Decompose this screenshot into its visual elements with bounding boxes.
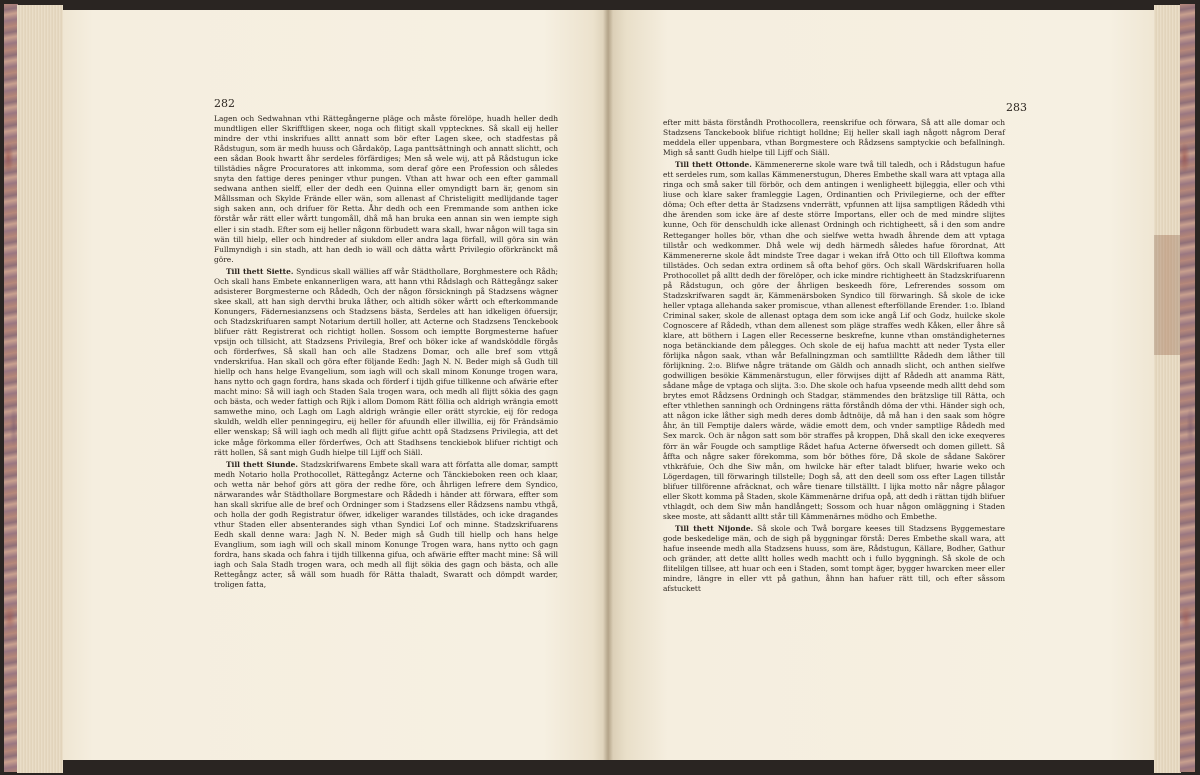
paragraph-text: Syndicus skall wällies aff wår Städthollare, Borghmestere och Rådh; Och skall hans Embete enkannerligen wara, att hann vthi Rådslagh och Rättegångz saker adsisterer Borgmesterne och Rådedh, Och der någon försickningh på Stadzsens wägner skee skall, att han sigh dervthi bruka låther, och altidh söker wårtt och efterkommande Konungers, Fädernesianzsens och Stadzsens bästa, Serdeles att han idkeligen öfuersijr, och Stadzskrifuaren sampt Notarium dertill holler, att Acterne och Stadzsens Tenckebook blifuer rätt Registrerat och richtigt hollen. Sossom och iemptte Borgmesterne hafuer vpsijn och tillsicht, att Stadzsens Privilegia, Bref och böker icke af wandsköddle förgås och förderfwes, Så skall han och alle Stadzens Domar, och alle bref som vttgå vnderskrifua. Han skall och göra efter följande Eedh: Jagh N. N. Beder migh så Gudh till hiellp och hans helge Evangelium, som iagh will och skall minom Konunge trogen wara, hans nytto och gagn fordra, hans skada och förderf i tijdh gifue tillkenne och afwärie efter macht mino: Så will iagh och Staden Sala trogen wara, och medh all flijtt sökia des gagn och bästa, och weder fattigh och Rijk i allom Domom Rätt föllia och aldrigh wrängia emott samwethe mino, och Lagh om Lagh aldrigh wrängie eller orätt styrckie, eij för redoga skuldh, weldh eller penningegiru, eij heller för afuundh eller illwillia, eij för Frändsämio eller wenskap; Så will iagh och medh all flijtt gifue achtt opå Stadzsens Privilegia, att det icke måge förkomma eller förderfwes, Och att Stadhsens tenckiebok blifuer richtigt och rätt hollen, Så sant migh Gudh hielpe till Lijff och Siäll. (214, 266, 558, 457)
book-gutter (603, 10, 613, 760)
paragraph (214, 267, 558, 458)
paragraph (214, 460, 558, 591)
right-page-stack (1154, 5, 1181, 773)
paragraph (214, 114, 558, 265)
paragraph-text: efter mitt bästa förståndh Prothocollera, reenskrifue och förwara, Så att alle domar och Stadzsens Tanckebook blifue richtigt holldne; Eij heller skall iagh någott någrom Deraf meddela eller uppenbara, vthan Borgmestere och Rådzsens samptyckie och befallningh. Migh så santt Gudh hielpe till Lijff och Siäll. (663, 118, 1005, 158)
section-heading: Till thett Siunde. (226, 459, 298, 469)
paragraph-text: Så skole och Twå borgare keeses till Stadzsens Byggemestare gode beskedelige män, och de sigh på byggningar förstå: Deres Embethe skall wara, att hafue inseende medh alla Stadzsens huuss, som äre, Rådstugun, Källare, Bodher, Gathur och gränder, att dette alltt holles wedh machtt och i fullo byggningh. Så skole de och flitelilgen tillsee, att huar och een i Staden, somt tompt äger, bygger hwarcken meer eller mindre, längre in eller vtt på gathun, åhnn han hafuer rätt till, och efter såssom afstuckett (663, 523, 1005, 594)
left-page-stack (17, 5, 63, 773)
paragraph-text: Kämmenererne skole ware twå till taledh, och i Rådstugun hafue ett serdeles rum, som kallas Kämmenerstugun, Dheres Embethe skall wara att vptaga alla ringa och små saker till förbör, och dem antingen i wenligheett bijleggia, eller och vthi liuse och klare saker framleggie Lagen, Ordinantien och Privilegierne, och der effter döma; Och efter detta är Stadzsens vnderrätt, vpfunnen att lijsa samptligen Rådedh vthi dhe ärenden som icke äre af deste större Importans, eller och de med mindre slijtes kunne, Och för denschuldh icke allenast Ordningh och richtigheett, så i den som andre Retteganger holles bör, vthan dhe och sielfwe wetta hwadh åhrende dem att vptaga tillstår och wedkommer. Dhå wele wij dedh härmedh således hafue förordnat, Att Kämmenererne skole ådt mindste Tree dagar i wekan ifrå Otto och till Elloftwa komma tillstädes. Och sedan extra ordinem så ofta behof görs. Och skall Wärdskrifuaren holla Prothocollet på alltt dedh der förelöper, och icke mindre richtigheett än Stadzskrifuarenn på Rådstugun, och göre der åhrligen beskeedh före, Lefrerendes sossom om Stadzskrifwaren sagdt är, Kämmenärsboken Syndico till förwaringh. Så skole de icke heller vptaga allehanda saker promiscue, vthan allenest efterföllande Erender. 1:o. Ibland Criminal saker, skole de allenast optaga dem som icke angå Lif och Godz, huilcke skole Cognoscere af Rådedh, vthan dem allenest som pläge straffes wedh Kåken, eller åhre så klare, att böthern i Lagen eller Recesserne beskrefne, kunne vthan omständigheternes noga betänckiande dem pålegges. Och skole de eij hafua machtt att neder Tysta eller förlijka någon saak, vthan wår Befallningzman och samtlilltte Rådedh dem låther till förlijkning. 2:o. Blifwe någre trätande om Gäldh och annadh slicht, och anthen sielfwe godwilligen besökie Kämmenärstugun, eller förwijses dijtt af Rådedh att anamma Rätt, sådane måge de vptaga och slijta. 3:o. Dhe skole och hafua vpseende medh alltt dehd som brytes emot Rådzsens Ordningh och Stadgar, stämmendes den brätzslige till Rätta, och efter vthlethen sanningh och Ordningens rätta förståndh döma der vthi. Händer sigh och, att någon icke låther sigh medh deres domb ådtnöije, då må han i den saak som högre åhr, än till Femptije dalers wärde, wädie emott dem, och vnder samptlige Rådedh med Sex marck. Och är någon satt som bör straffes på kroppen, Dhå skall den icke exeqveres förr än wår Fougde och samptlige Rådet hafua Acterne öfwersedt och domen gillett. Så åffta och någre saker förekomma, som bör böthes före, Då skole de sådane Sakörer vthkräfuie, Och dhe Siw mån, om hwilcke här efter taladt blifuer, hwarie weko och Lögerdagen, till förwaringh tillstelle; Dogh så, att den deell som oss efter Lagen tillstår blifuer tillförenne afräcknat, och wåre tienare tillställtt. I lijka motto når någre pålagor eller Skott komma på Staden, skole Kämmenärne drifua opå, att dedh i rättan tijdh blifuer vthlagdt, och dem Siw mån handlångett; Sossom och huar någon omläggning i Staden skee moste, att sådantt alltt står till Kämmenärnes mödho och Embethe. (663, 160, 1005, 521)
paragraph (663, 160, 1005, 522)
page-number-left: 282 (214, 97, 235, 110)
paragraph (663, 524, 1005, 594)
section-heading: Till thett Nijonde. (675, 523, 754, 533)
section-heading: Till thett Siette. (226, 266, 294, 276)
left-page-text (214, 114, 558, 614)
section-heading: Till thett Ottonde. (675, 160, 752, 170)
page-number-right: 283 (1006, 101, 1027, 114)
right-cover-edge (1180, 4, 1195, 772)
paragraph (663, 118, 1005, 158)
paragraph-text: Lagen och Sedwahnan vthi Rättegångerne pläge och måste förelöpe, huadh heller dedh mundtligen eller Skrifftligen skeer, noga och flitigt skall vpptecknes. Så skall eij heller mindre der vthi inskrifues alltt annatt som bör efter Lagen skee, och stadfestas på Rådstugun, som är medh huuss och Gårdaköp, Laga panttsättningh och annatt slichtt, och een sådan Book hwartt åhr serdeles förfärdiges; Men så wele wij, att på Rådstugun icke tillstädies någre Procuratores att inkomma, som deraf göre een Profession och således snyta den fattige deres peninger vthur pungen. Vthan att hwar och een efter gammall sedwana anthen sielff, eller der dedh een Quinna eller omyndigtt barn är, genom sin Mållssman och Skylde Frände eller wän, som allenast af Christeligitt medlijdande tager sigh saken ann, och drifuer för Retta. Åhr dedh och een Fremmande som anthen icke förstår wår rätt eller wårtt tungomåll, dhå må han bruka een annan sin wen iempte sigh eller i sin stadh. Efter som eij heller någonn förbudett wara skall, hwar någon will taga sin wän till hielp, eller och hindreder af siukdom eller andra laga förfall, will göra sin wän Fullmyndigh i sin stadh, att han dedh io wäll och dätta wårtt Privilegio oförkränckt må göre. (214, 114, 558, 264)
left-cover-edge (4, 4, 18, 772)
paragraph-text: Stadzskrifwarens Embete skall wara att författa alle domar, samptt medh Notario holla Prothocollet, Rättegångz Acterne och Tänckieboken reen och klaar, och wetta när behof görs att göra der redhe före, och åhrligen lefrere dem Syndico, närwarandes wår Städthollare Borgmestare och Rådedh i händer att förwara, effter som han skall skrifue alle de bref och Ordninger som i Stadzsens eller Rådzsens nambu vthgå, och holla der godh Registratur öfwer, idkeliger warandes tillstädes, och icke dragandes vthur Staden eller absenterandes sigh vthan Syndici Lof och minne. Stadzskrifuarens Eedh skall denne wara: Jagh N. N. Beder migh så Gudh till hiellp och hans helge Evanglium, som iagh will och skall minom Konunge Trogen wara, hans nytto och gagn fordra, hans skada och fahra i tijdh tillkenna gifua, och afwärie effter macht mine: Så will iagh och Sala Stadh trogen wara, och medh all flijt sökia des gagn och bästa, och alle Rettegångz acter, så wäll som huadh för Rätta thaladt, Swaratt och dömpdt warder, troligen fatta, (214, 459, 558, 590)
right-page-text (663, 118, 1005, 603)
